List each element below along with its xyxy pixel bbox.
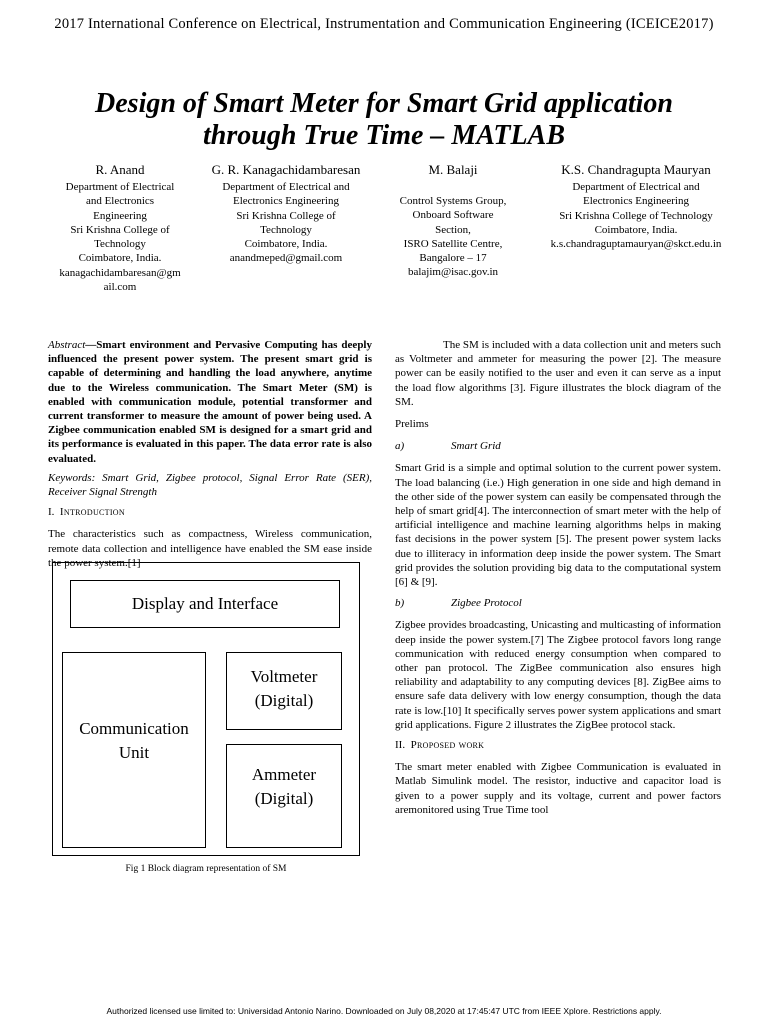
subsection-label: a) (395, 440, 405, 453)
affiliation-line: Coimbatore, India. (594, 223, 678, 236)
affiliation-line: Sri Krishna College of (236, 209, 336, 222)
affiliation-line: Engineering (93, 209, 147, 222)
paper-title (0, 88, 768, 152)
voltmeter-label-line-2: (Digital) (254, 691, 314, 710)
subsection-title: Smart Grid (451, 440, 501, 453)
author-email: ail.com (103, 281, 137, 294)
display-interface-block (70, 580, 340, 628)
keywords: Keywords: Smart Grid, Zigbee protocol, Signal Error Rate (SER), Receiver Signal Strength (48, 471, 372, 499)
ammeter-label-line-2: (Digital) (254, 789, 314, 808)
subsection-title: Zigbee Protocol (451, 597, 522, 610)
affiliation-line: Bangalore – 17 (419, 252, 487, 265)
prelims-label: Prelims (395, 418, 429, 431)
affiliation-line: ISRO Satellite Centre, (403, 237, 503, 250)
affiliation-line: and Electronics (85, 195, 155, 208)
right-column (395, 338, 721, 817)
license-footer: Authorized licensed use limited to: Universidad Antonio Narino. Downloaded on July 08,2020 at 17:45:47 UTC from IEEE Xplore. Restrictions apply. (106, 1006, 662, 1016)
affiliation-line: Technology (260, 223, 312, 236)
affiliation-line: Sri Krishna College of Technology (559, 209, 713, 222)
subsection-heading-zigbee (395, 596, 721, 610)
affiliation-line: Electronics Engineering (583, 195, 689, 208)
communication-label-line-1: Communication (79, 719, 189, 738)
subsection-heading-smart-grid (395, 439, 721, 453)
affiliation-line: Department of Electrical and (222, 181, 350, 193)
section-number: II. (395, 739, 406, 752)
smart-grid-paragraph: Smart Grid is a simple and optimal solution to the current power system. The load balancing (i.e.) High generation in one side and high demand in the other side of the power system can easily be compensated through the help of smart grid[4]. The interconnection of smart meter with the help of artificial intelligence and machine learning algorithms helps in making fast decisions in the power system [5]. The present power system lacks due to illiteracy in information deep inside the power system. The Smart grid provides the solution providing big data to the computational system [6] & [9]. (395, 462, 721, 589)
affiliation-line: Department of Electrical and (572, 181, 700, 193)
section-number: I. (48, 506, 55, 519)
title-line-2: through True Time – MATLAB (203, 120, 565, 151)
sm-paragraph: The SM is included with a data collection unit and meters such as Voltmeter and ammeter for measuring the power [2]. The measure power can be easily notified to the user and even it can serve as a input the load flow algorithms [3]. Figure illustrates the block diagram of the SM. (395, 339, 721, 408)
affiliation-line: Onboard Software (412, 209, 494, 222)
communication-label-line-2: Unit (118, 743, 150, 762)
author-name: G. R. Kanagachidambaresan (211, 162, 361, 177)
section-heading-proposed-work (395, 738, 721, 752)
subsection-label: b) (395, 597, 405, 610)
affiliation-line: Electronics Engineering (233, 195, 339, 208)
communication-unit-block (62, 652, 206, 848)
affiliation-line: Coimbatore, India. (78, 252, 162, 265)
affiliation-line: Sri Krishna College of (70, 223, 170, 236)
intro-paragraph: The characteristics such as compactness, Wireless communication, remote data collection and intelligence have enabled the SM ease inside the power system.[1] (48, 528, 372, 569)
ammeter-label-line-1: Ammeter (251, 765, 317, 784)
communication-unit-label (63, 717, 205, 765)
author-email: k.s.chandraguptamauryan@skct.edu.in (550, 238, 722, 251)
abstract (48, 338, 372, 466)
affiliation-line: Technology (94, 238, 146, 251)
title-line-1: Design of Smart Meter for Smart Grid application (95, 88, 673, 119)
affiliation-line: Control Systems Group, (399, 195, 507, 207)
section-heading-introduction (48, 505, 372, 519)
author-block-2 (200, 162, 372, 266)
author-email: kanagachidambaresan@gm (59, 266, 181, 279)
affiliation-line: Section, (435, 223, 471, 236)
author-email: balajim@isac.gov.in (407, 266, 499, 279)
author-block-4 (528, 162, 744, 251)
abstract-text: —Smart environment and Pervasive Computing has deeply influenced the present power system. The present smart grid is capable of determining and handling the load anywhere, anytime due to the Wireless communication. The Smart Meter (SM) is enabled with communication module, potential transformer and current transformer to measure the amount of power being used. A Zigbee communication enabled SM is designed for a smart grid and its performance is evaluated in this paper. The data error rate is also evaluated. (48, 339, 372, 465)
author-name: M. Balaji (428, 162, 478, 177)
author-name: K.S. Chandragupta Mauryan (561, 162, 711, 177)
ammeter-label (227, 763, 341, 811)
section-title: Proposed work (410, 739, 485, 752)
affiliation-line: Department of Electrical (65, 181, 175, 193)
ammeter-block (226, 744, 342, 848)
left-column (48, 338, 372, 570)
voltmeter-label (227, 665, 341, 713)
section-title: Introduction (59, 506, 125, 519)
author-block-3 (380, 162, 526, 280)
figure-caption: Fig 1 Block diagram representation of SM (125, 864, 287, 874)
voltmeter-block (226, 652, 342, 730)
conference-header: 2017 International Conference on Electrical, Instrumentation and Communication Engineering (ICEICE2017) (54, 16, 714, 32)
voltmeter-label-line-1: Voltmeter (250, 667, 318, 686)
affiliation-line: Coimbatore, India. (244, 238, 328, 251)
proposed-work-paragraph: The smart meter enabled with Zigbee Communication is evaluated in Matlab Simulink model. The resistor, inductive and capacitor load is given to a power supply and its voltage, current and power factors aremonitored using True Time tool (395, 761, 721, 816)
abstract-lead: Abstract (48, 339, 86, 351)
author-email: anandmeped@gmail.com (229, 252, 343, 265)
author-block-1 (40, 162, 200, 294)
display-interface-label: Display and Interface (131, 594, 279, 613)
zigbee-paragraph: Zigbee provides broadcasting, Unicasting and multicasting of information deep inside the power system.[7] The Zigbee protocol favors long range communication with reduced energy consumption when compared to other pan protocol. The ZigBee communication also ensures high reliability and adaptability to any computing devices [8]. ZigBee aims to ensure safe data delivery with low energy consumption, though the data rate is low.[10] It specifically serves power system applications and smart grid applications. Figure 2 illustrates the ZigBee protocol stack. (395, 619, 721, 731)
author-name: R. Anand (95, 162, 145, 177)
